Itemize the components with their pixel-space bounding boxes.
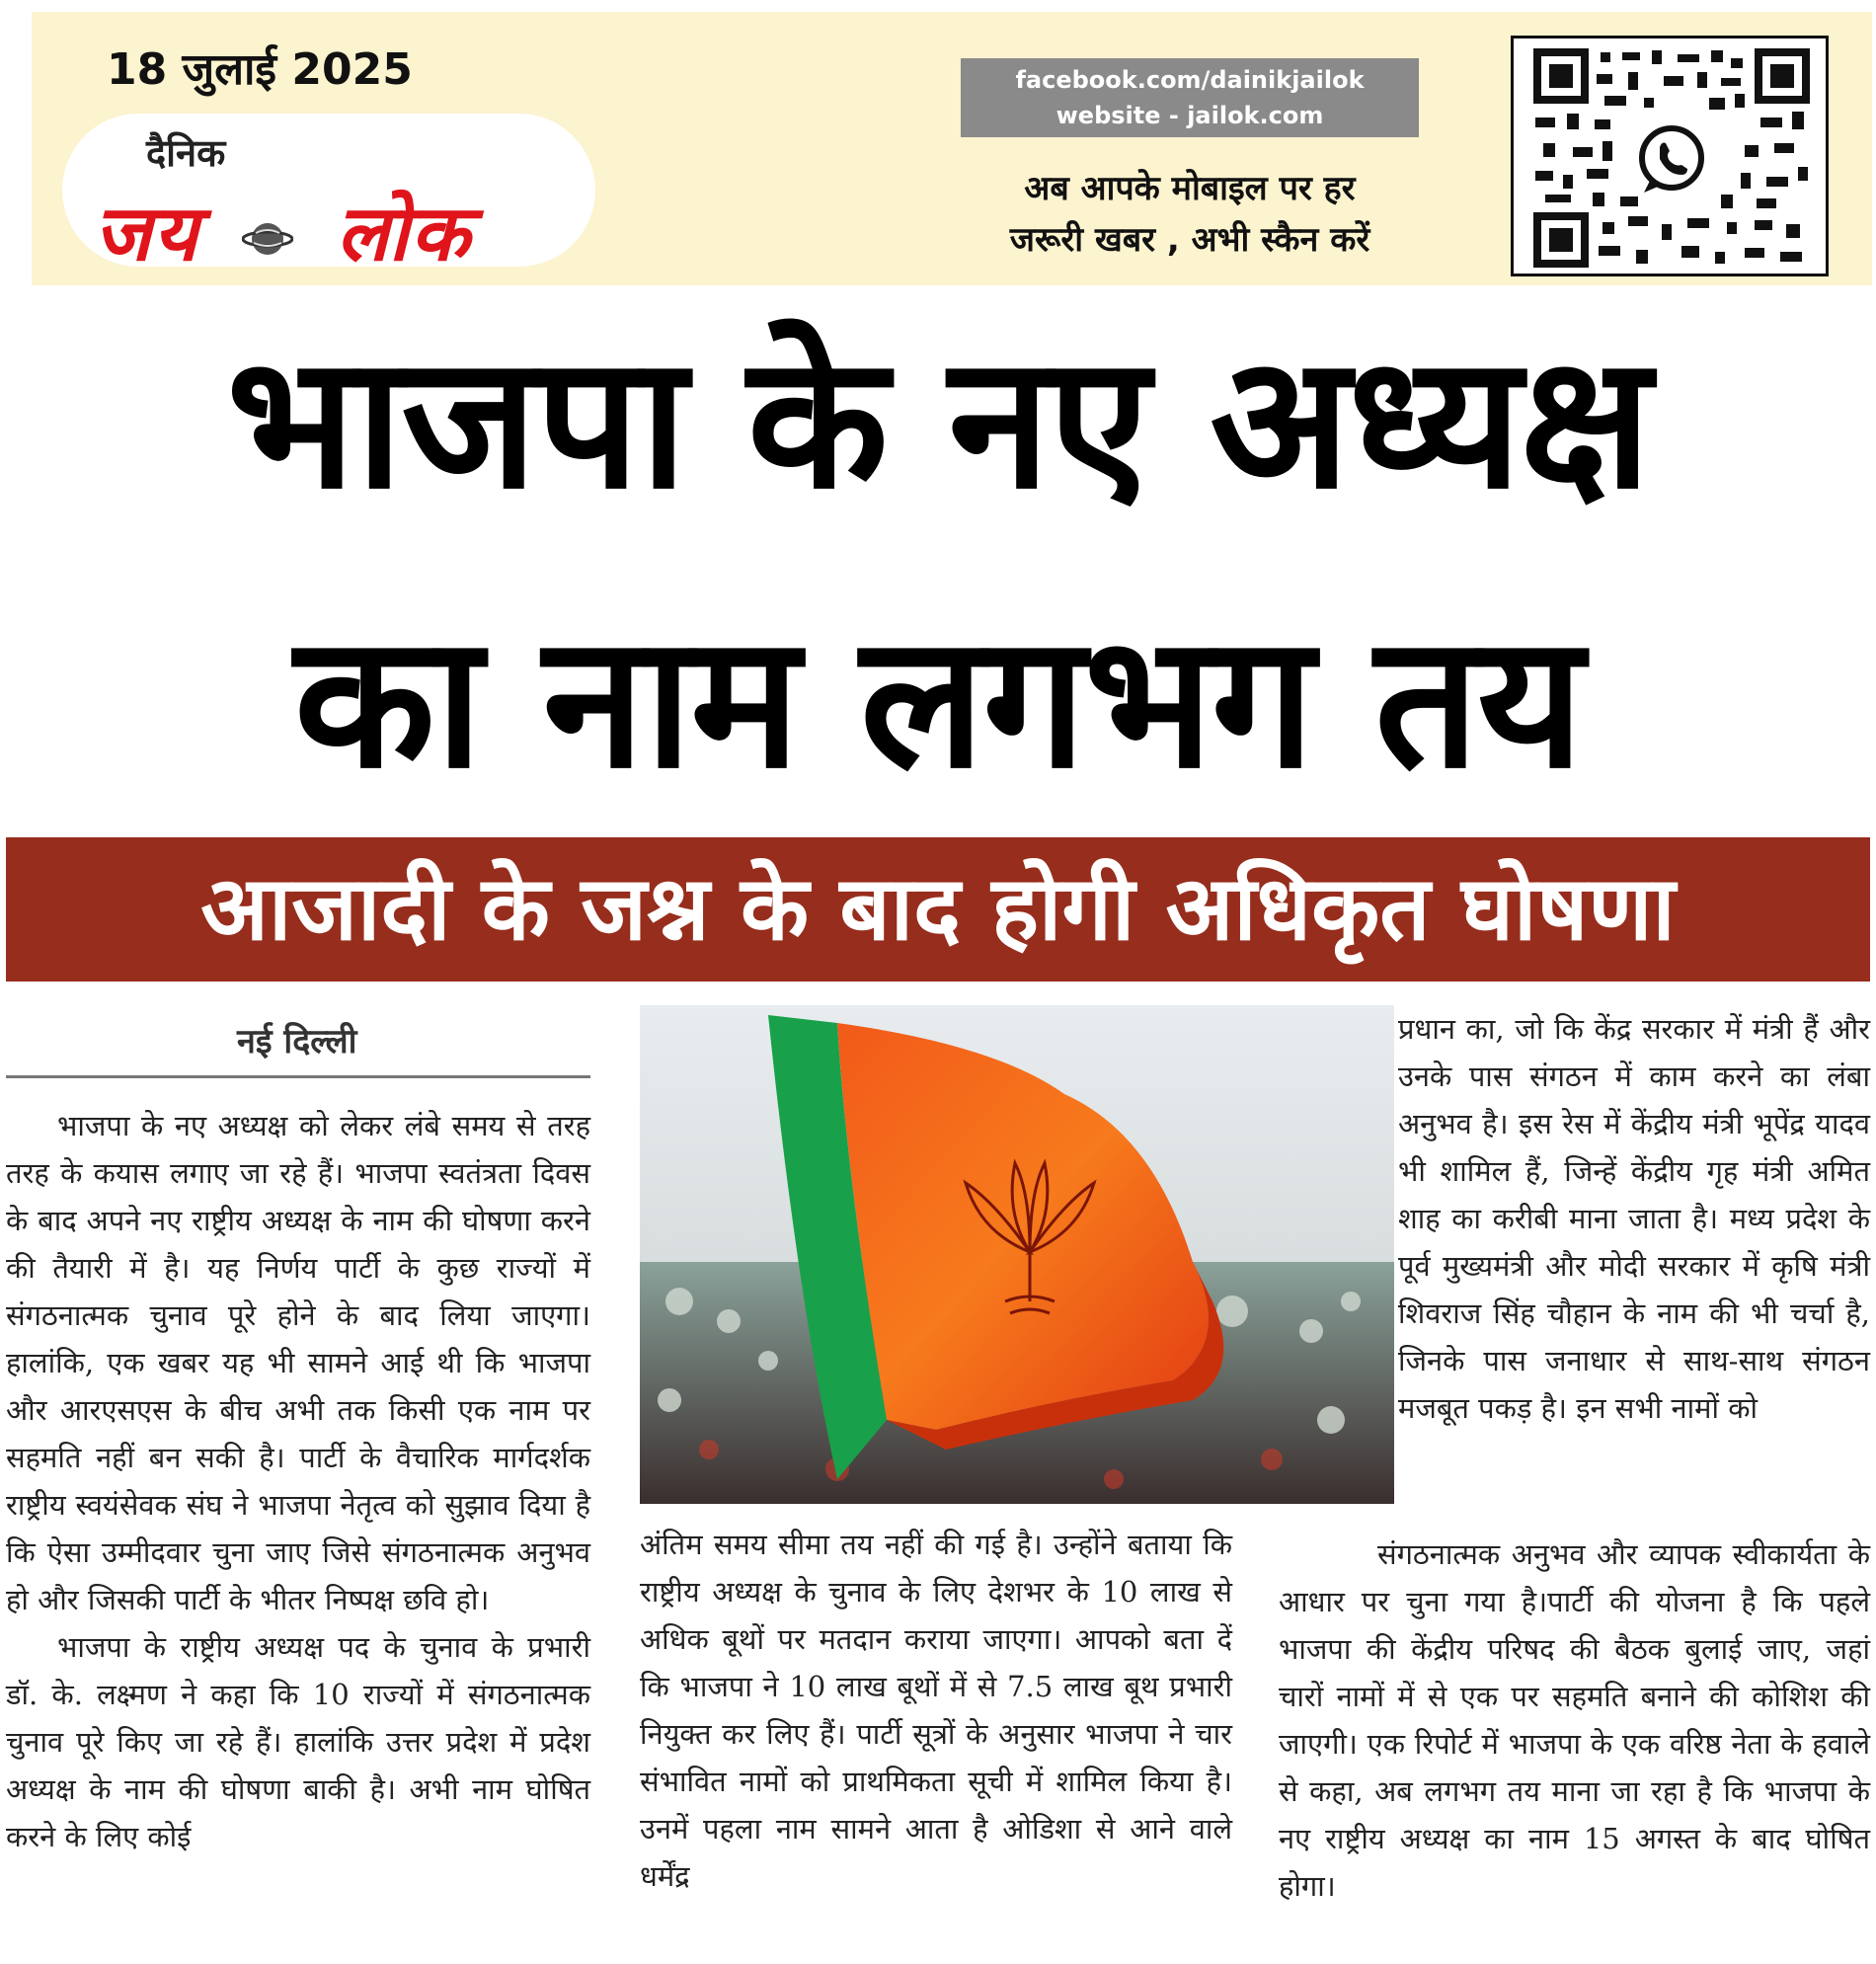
issue-date: 18 जुलाई 2025 [107, 44, 413, 95]
logo-word-lok: लोक [336, 190, 472, 278]
article-column-1 [6, 1102, 590, 1860]
cta-line-1: अब आपके मोबाइल पर हर [1024, 169, 1356, 208]
cta-line-2: जरूरी खबर , अभी स्कैन करें [1009, 220, 1370, 260]
logo-dainik: दैनिक [146, 131, 226, 175]
bjp-flag-photo [640, 1005, 1394, 1504]
globe-icon [242, 221, 293, 257]
scan-cta [938, 163, 1442, 266]
main-headline-line-2: का नाम लगभग तय [293, 594, 1583, 809]
article-paragraph: भाजपा के राष्ट्रीय अध्यक्ष पद के चुनाव के प्रभारी डॉ. के. लक्ष्मण ने कहा कि 10 राज्यों में संगठनात्मक चुनाव पूरे किए जा रहे हैं। हालांकि उत्तर प्रदेश में प्रदेश अध्यक्ष के नाम की घोषणा बाकी है। अभी नाम घोषित करने के लिए कोई [6, 1630, 590, 1853]
website-link[interactable]: website - jailok.com [1055, 102, 1324, 129]
dateline-divider [6, 1075, 590, 1078]
article-column-3-top [1398, 1005, 1870, 1432]
subheadline-banner [6, 837, 1870, 982]
facebook-link[interactable]: facebook.com/dainikjailok [1015, 66, 1365, 94]
article-column-2 [640, 1521, 1232, 1900]
subheadline: आजादी के जश्न के बाद होगी अधिकृत घोषणा [200, 857, 1676, 961]
main-headline-line-1: भाजपा के नए अध्यक्ष [226, 315, 1650, 529]
article-paragraph: प्रधान का, जो कि केंद्र सरकार में मंत्री हैं और उनके पास संगठन में काम करने का लंबा अनुभव है। इस रेस में केंद्रीय मंत्री भूपेंद्र यादव भी शामिल हैं, जिन्हें केंद्रीय गृह मंत्री अमित शाह का करीबी माना जाता है। मध्य प्रदेश के पूर्व मुख्यमंत्री और मोदी सरकार में कृषि मंत्री शिवराज सिंह चौहान के नाम की भी चर्चा है, जिनके पास जनाधार से साथ-साथ संगठन मजबूत पकड़ है। इन सभी नामों को [1398, 1012, 1870, 1425]
newspaper-logo [94, 178, 471, 282]
qr-code[interactable] [1511, 36, 1829, 276]
article-paragraph: अंतिम समय सीमा तय नहीं की गई है। उन्होंने बताया कि राष्ट्रीय अध्यक्ष के चुनाव के लिए देशभर के 10 लाख से अधिक बूथों पर मतदान कराया जाएगा। आपको बता दें कि भाजपा ने 10 लाख बूथों में से 7.5 लाख बूथ प्रभारी नियुक्त कर लिए हैं। पार्टी सूत्रों के अनुसार भाजपा ने चार संभावित नामों को प्राथमिकता सूची में शामिल किया है। उनमें पहला नाम सामने आता है ओडिशा से आने वाले धर्मेंद्र [640, 1528, 1232, 1893]
article-column-3-bottom [1279, 1531, 1870, 1910]
dateline: नई दिल्ली [237, 1022, 357, 1061]
article-paragraph: संगठनात्मक अनुभव और व्यापक स्वीकार्यता के आधार पर चुना गया है।पार्टी की योजना है कि पहले भाजपा की केंद्रीय परिषद की बैठक बुलाई जाए, जहां चारों नामों में से एक पर सहमति बनाने की कोशिश की जाएगी। एक रिपोर्ट में भाजपा के एक वरिष्ठ नेता के हवाले से कहा, अब लगभग तय माना जा रहा है कि भाजपा के नए राष्ट्रीय अध्यक्ष का नाम 15 अगस्त के बाद घोषित होगा। [1279, 1537, 1870, 1903]
article-paragraph: भाजपा के नए अध्यक्ष को लेकर लंबे समय से तरह तरह के कयास लगाए जा रहे हैं। भाजपा स्वतंत्रता दिवस के बाद अपने नए राष्ट्रीय अध्यक्ष के नाम की घोषणा करने की तैयारी में है। यह निर्णय पार्टी के कुछ राज्यों में संगठनात्मक चुनाव पूरे होने के बाद लिया जाएगा। हालांकि, एक खबर यह भी सामने आई थी कि भाजपा और आरएसएस के बीच अभी तक किसी एक नाम पर सहमति नहीं बन सकी है। पार्टी के वैचारिक मार्गदर्शक राष्ट्रीय स्वयंसेवक संघ ने भाजपा नेतृत्व को सुझाव दिया है कि ऐसा उम्मीदवार चुना जाए जिसे संगठनात्मक अनुभव हो और जिसकी पार्टी के भीतर निष्पक्ष छवि हो। [6, 1109, 590, 1616]
logo-word-jay: जय [94, 190, 200, 278]
flag-image [640, 1005, 1394, 1504]
qr-code-graphic [1533, 48, 1810, 268]
social-links-box [961, 58, 1419, 137]
